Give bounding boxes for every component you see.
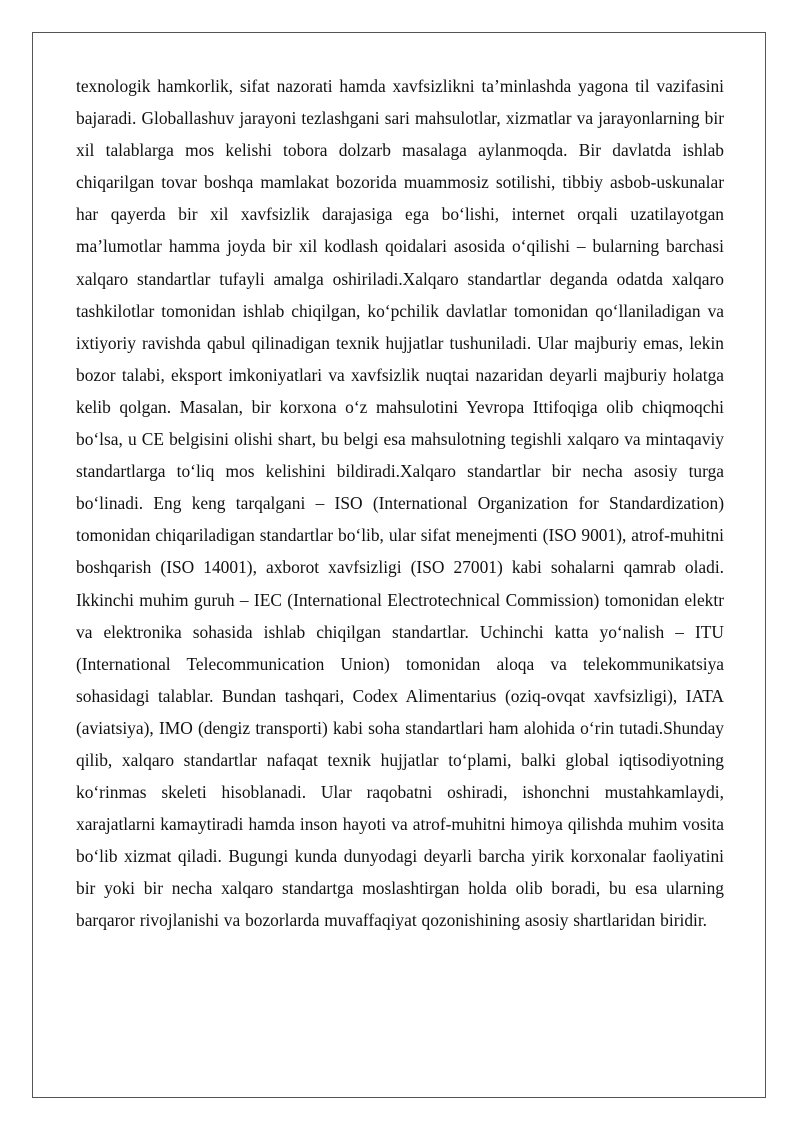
body-paragraph: texnologik hamkorlik, sifat nazorati hamda xavfsizlikni ta’minlashda yagona til vazifasini bajaradi. Globallashuv jarayoni tezlashgani sari mahsulotlar, xizmatlar va jarayonlarning bir xil talablarga mos kelishi tobora dolzarb masalaga aylanmoqda. Bir davlatda ishlab chiqarilgan tovar boshqa mamlakat bozorida muammosiz sotilishi, tibbiy asbob-uskunalar har qayerda bir xil xavfsizlik darajasiga ega bo‘lishi, internet orqali uzatilayotgan ma’lumotlar hamma joyda bir xil kodlash qoidalari asosida o‘qilishi – bularning barchasi xalqaro standartlar tufayli amalga oshiriladi.Xalqaro standartlar deganda odatda xalqaro tashkilotlar tomonidan ishlab chiqilgan, ko‘pchilik davlatlar tomonidan qo‘llaniladigan va ixtiyoriy ravishda qabul qilinadigan texnik hujjatlar tushuniladi. Ular majburiy emas, lekin bozor talabi, eksport imkoniyatlari va xavfsizlik nuqtai nazaridan deyarli majburiy holatga kelib qolgan. Masalan, bir korxona o‘z mahsulotini Yevropa Ittifoqiga olib chiqmoqchi bo‘lsa, u CE belgisini olishi shart, bu belgi esa mahsulotning tegishli xalqaro va mintaqaviy standartlarga to‘liq mos kelishini bildiradi.Xalqaro standartlar bir necha asosiy turga bo‘linadi. Eng keng tarqalgani – ISO (International Organization for Standardization) tomonidan chiqariladigan standartlar bo‘lib, ular sifat menejmenti (ISO 9001), atrof-muhitni boshqarish (ISO 14001), axborot xavfsizligi (ISO 27001) kabi sohalarni qamrab oladi. Ikkinchi muhim guruh – IEC (International Electrotechnical Commission) tomonidan elektr va elektronika sohasida ishlab chiqilgan standartlar. Uchinchi katta yo‘nalish – ITU (International Telecommunication Union) tomonidan aloqa va telekommunikatsiya sohasidagi talablar. Bundan tashqari, Codex Alimentarius (oziq-ovqat xavfsizligi), IATA (aviatsiya), IMO (dengiz transporti) kabi soha standartlari ham alohida o‘rin tutadi.Shunday qilib, xalqaro standartlar nafaqat texnik hujjatlar to‘plami, balki global iqtisodiyotning ko‘rinmas skeleti hisoblanadi. Ular raqobatni oshiradi, ishonchni mustahkamlaydi, xarajatlarni kamaytiradi hamda inson hayoti va atrof-muhitni himoya qilishda muhim vosita bo‘lib xizmat qiladi. Bugungi kunda dunyodagi deyarli barcha yirik korxonalar faoliyatini bir yoki bir necha xalqaro standartga moslashtirgan holda olib boradi, bu esa ularning barqaror rivojlanishi va bozorlarda muvaffaqiyat qozonishining asosiy shartlaridan biridir. <box>76 76 724 931</box>
